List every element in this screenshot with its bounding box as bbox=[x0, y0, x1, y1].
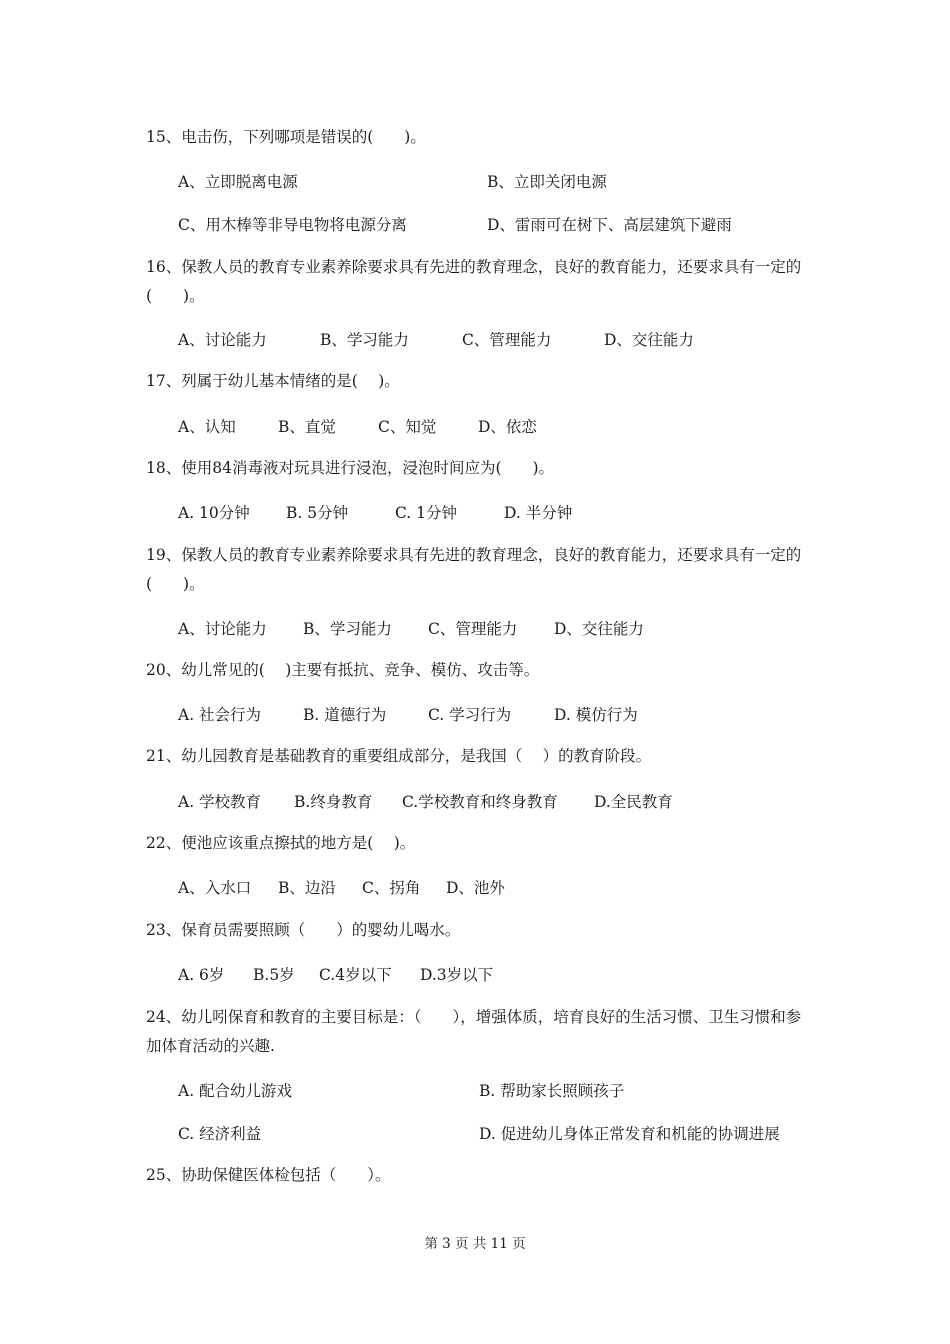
options-row bbox=[178, 617, 644, 639]
option-c: C. 学习行为 bbox=[428, 706, 512, 724]
option-d: D.3岁以下 bbox=[420, 966, 494, 984]
option-c: C.4岁以下 bbox=[319, 966, 392, 984]
option-a: A、讨论能力 bbox=[178, 620, 267, 638]
options-row bbox=[178, 328, 694, 350]
option-a: A、讨论能力 bbox=[178, 331, 267, 349]
question-23: 23、保育员需要照顾（ ）的婴幼儿喝水。 bbox=[146, 921, 461, 939]
option-c: C.学校教育和终身教育 bbox=[402, 793, 558, 811]
question-21: 21、幼儿园教育是基础教育的重要组成部分，是我国（ ）的教育阶段。 bbox=[146, 747, 652, 765]
option-b: B.终身教育 bbox=[294, 793, 373, 811]
option-a: A. 6岁 bbox=[178, 966, 225, 984]
option-c: C、管理能力 bbox=[428, 620, 518, 638]
question-18: 18、使用84消毒液对玩具进行浸泡，浸泡时间应为( )。 bbox=[146, 459, 555, 477]
option-d: D. 促进幼儿身体正常发育和机能的协调进展 bbox=[479, 1125, 780, 1143]
option-c: C、拐角 bbox=[362, 879, 421, 897]
options-row bbox=[178, 501, 572, 523]
option-a: A. 配合幼儿游戏 bbox=[178, 1082, 293, 1100]
option-a: A. 10分钟 bbox=[178, 504, 250, 522]
question-16: 16、保教人员的教育专业素养除要求具有先进的教育理念，良好的教育能力，还要求具有一定的( )。 bbox=[146, 258, 802, 305]
option-c: C、管理能力 bbox=[462, 331, 552, 349]
option-a: A、立即脱离电源 bbox=[178, 173, 298, 191]
question-25: 25、协助保健医体检包括（ ）。 bbox=[146, 1166, 391, 1184]
options-row bbox=[178, 1079, 292, 1101]
question-17: 17、列属于幼儿基本情绪的是( )。 bbox=[146, 372, 400, 390]
options-row bbox=[178, 213, 407, 235]
option-b: B、直觉 bbox=[278, 418, 336, 436]
option-c: C、知觉 bbox=[378, 418, 437, 436]
option-d: D、雷雨可在树下、高层建筑下避雨 bbox=[487, 216, 732, 234]
option-a: A. 社会行为 bbox=[178, 706, 262, 724]
option-b: B、边沿 bbox=[278, 879, 336, 897]
option-c: C. 1分钟 bbox=[395, 504, 458, 522]
question-22: 22、便池应该重点擦拭的地方是( )。 bbox=[146, 834, 416, 852]
question-24: 24、幼儿吲保育和教育的主要目标是：（ ），增强体质，培育良好的生活习惯、卫生习惯和参加体育活动的兴趣. bbox=[146, 1008, 802, 1055]
option-b: B. 道德行为 bbox=[303, 706, 387, 724]
options-row bbox=[178, 1122, 261, 1144]
options-row bbox=[178, 876, 505, 898]
question-19: 19、保教人员的教育专业素养除要求具有先进的教育理念，良好的教育能力，还要求具有一定的( )。 bbox=[146, 546, 802, 593]
options-row bbox=[178, 703, 638, 725]
question-20: 20、幼儿常见的( )主要有抵抗、竞争、模仿、攻击等。 bbox=[146, 661, 540, 679]
option-b: B、学习能力 bbox=[303, 620, 392, 638]
option-b: B. 帮助家长照顾孩子 bbox=[479, 1082, 625, 1100]
option-c: C. 经济利益 bbox=[178, 1125, 262, 1143]
page-footer: 第 3 页 共 11 页 bbox=[424, 1236, 526, 1252]
option-d: D. 模仿行为 bbox=[554, 706, 638, 724]
option-a: A、入水口 bbox=[178, 879, 252, 897]
options-row bbox=[178, 415, 537, 437]
option-b: B. 5分钟 bbox=[286, 504, 349, 522]
option-a: A. 学校教育 bbox=[178, 793, 262, 811]
option-d: D、池外 bbox=[446, 879, 505, 897]
option-b: B.5岁 bbox=[253, 966, 295, 984]
option-d: D.全民教育 bbox=[594, 793, 673, 811]
option-d: D、依恋 bbox=[478, 418, 537, 436]
options-row bbox=[178, 790, 673, 812]
options-row bbox=[178, 170, 298, 192]
options-row bbox=[178, 963, 493, 985]
option-b: B、学习能力 bbox=[320, 331, 409, 349]
option-d: D、交往能力 bbox=[554, 620, 644, 638]
question-15: 15、电击伤，下列哪项是错误的( )。 bbox=[146, 128, 426, 146]
option-a: A、认知 bbox=[178, 418, 236, 436]
option-d: D、交往能力 bbox=[604, 331, 694, 349]
option-c: C、用木棒等非导电物将电源分离 bbox=[178, 216, 407, 234]
option-d: D. 半分钟 bbox=[504, 504, 573, 522]
option-b: B、立即关闭电源 bbox=[487, 173, 607, 191]
